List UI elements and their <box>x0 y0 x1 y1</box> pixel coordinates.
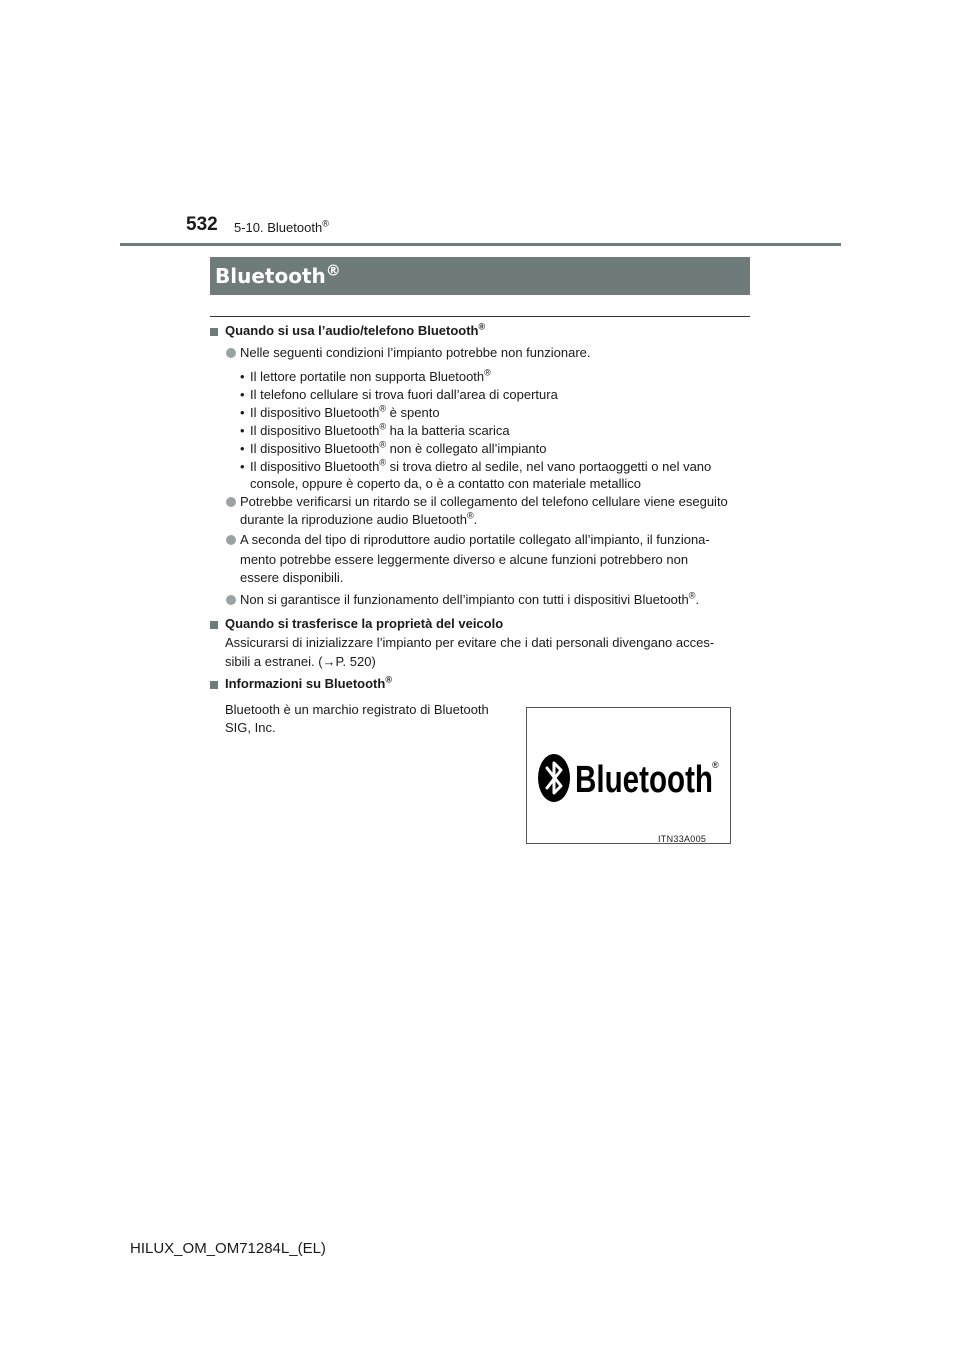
section-marker-icon <box>210 681 218 689</box>
bullet-player-line3: essere disponibili. <box>240 570 344 585</box>
bullet-dot-icon <box>226 348 236 358</box>
info-line2: SIG, Inc. <box>225 720 276 735</box>
section-marker-icon <box>210 621 218 629</box>
sub-bullet-mark: • <box>240 387 245 402</box>
sub-item-not-connected: Il dispositivo Bluetooth® non è collegato all’impianto <box>250 439 547 456</box>
heading-using-bluetooth: Quando si usa l’audio/telefono Bluetooth® <box>225 321 486 338</box>
logo-wordmark: Bluetooth <box>575 759 713 801</box>
content-divider <box>210 316 750 317</box>
transfer-line1: Assicurarsi di inizializzare l’impianto per evitare che i dati personali divengano acces- <box>225 635 715 650</box>
header-rule <box>120 243 841 246</box>
bullet-conditions: Nelle seguenti condizioni l’impianto potrebbe non funzionare. <box>240 345 591 360</box>
bullet-dot-icon <box>226 535 236 545</box>
heading-info-bluetooth: Informazioni su Bluetooth® <box>225 674 393 691</box>
sub-bullet-mark: • <box>240 441 245 456</box>
page-title: Bluetooth® <box>210 257 750 295</box>
bullet-dot-icon <box>226 497 236 507</box>
transfer-line2: sibili a estranei. (→P. 520) <box>225 654 376 669</box>
bullet-dot-icon <box>226 595 236 605</box>
sub-item-portable-player: Il lettore portatile non supporta Bluetooth® <box>250 367 491 384</box>
logo-reg-mark: ® <box>712 760 719 770</box>
footer-document-id: HILUX_OM_OM71284L_(EL) <box>130 1240 326 1257</box>
page-number: 532 <box>186 214 218 235</box>
bluetooth-logo <box>536 750 720 806</box>
sub-bullet-mark: • <box>240 405 245 420</box>
bullet-player-line2: mento potrebbe essere leggermente diverso e alcune funzioni potrebbero non <box>240 552 689 567</box>
section-marker-icon <box>210 328 218 336</box>
heading-transfer-ownership: Quando si trasferisce la proprietà del veicolo <box>225 616 504 631</box>
section-label: 5-10. Bluetooth® <box>234 218 329 235</box>
figure-code: ITN33A005 <box>658 834 707 844</box>
sub-item-low-battery: Il dispositivo Bluetooth® ha la batteria scarica <box>250 421 510 438</box>
sub-item-obstructed: Il dispositivo Bluetooth® si trova dietro al sedile, nel vano portaoggetti o nel vano <box>250 457 712 474</box>
sub-bullet-mark: • <box>240 423 245 438</box>
sub-item-device-off: Il dispositivo Bluetooth® è spento <box>250 403 440 420</box>
sub-bullet-mark: • <box>240 369 245 384</box>
sub-item-obstructed-cont: console, oppure è coperto da, o è a contatto con materiale metallico <box>250 476 641 491</box>
sub-item-out-of-coverage: Il telefono cellulare si trova fuori dall’area di copertura <box>250 387 558 402</box>
bullet-delay-line1: Potrebbe verificarsi un ritardo se il collegamento del telefono cellulare viene eseguito <box>240 494 728 509</box>
sub-bullet-mark: • <box>240 459 245 474</box>
bullet-no-guarantee: Non si garantisce il funzionamento dell’impianto con tutti i dispositivi Bluetooth®. <box>240 590 700 607</box>
info-line1: Bluetooth è un marchio registrato di Bluetooth <box>225 702 489 717</box>
bullet-delay-line2: durante la riproduzione audio Bluetooth®. <box>240 510 478 527</box>
bullet-player-line1: A seconda del tipo di riproduttore audio portatile collegato all’impianto, il funziona- <box>240 532 710 547</box>
